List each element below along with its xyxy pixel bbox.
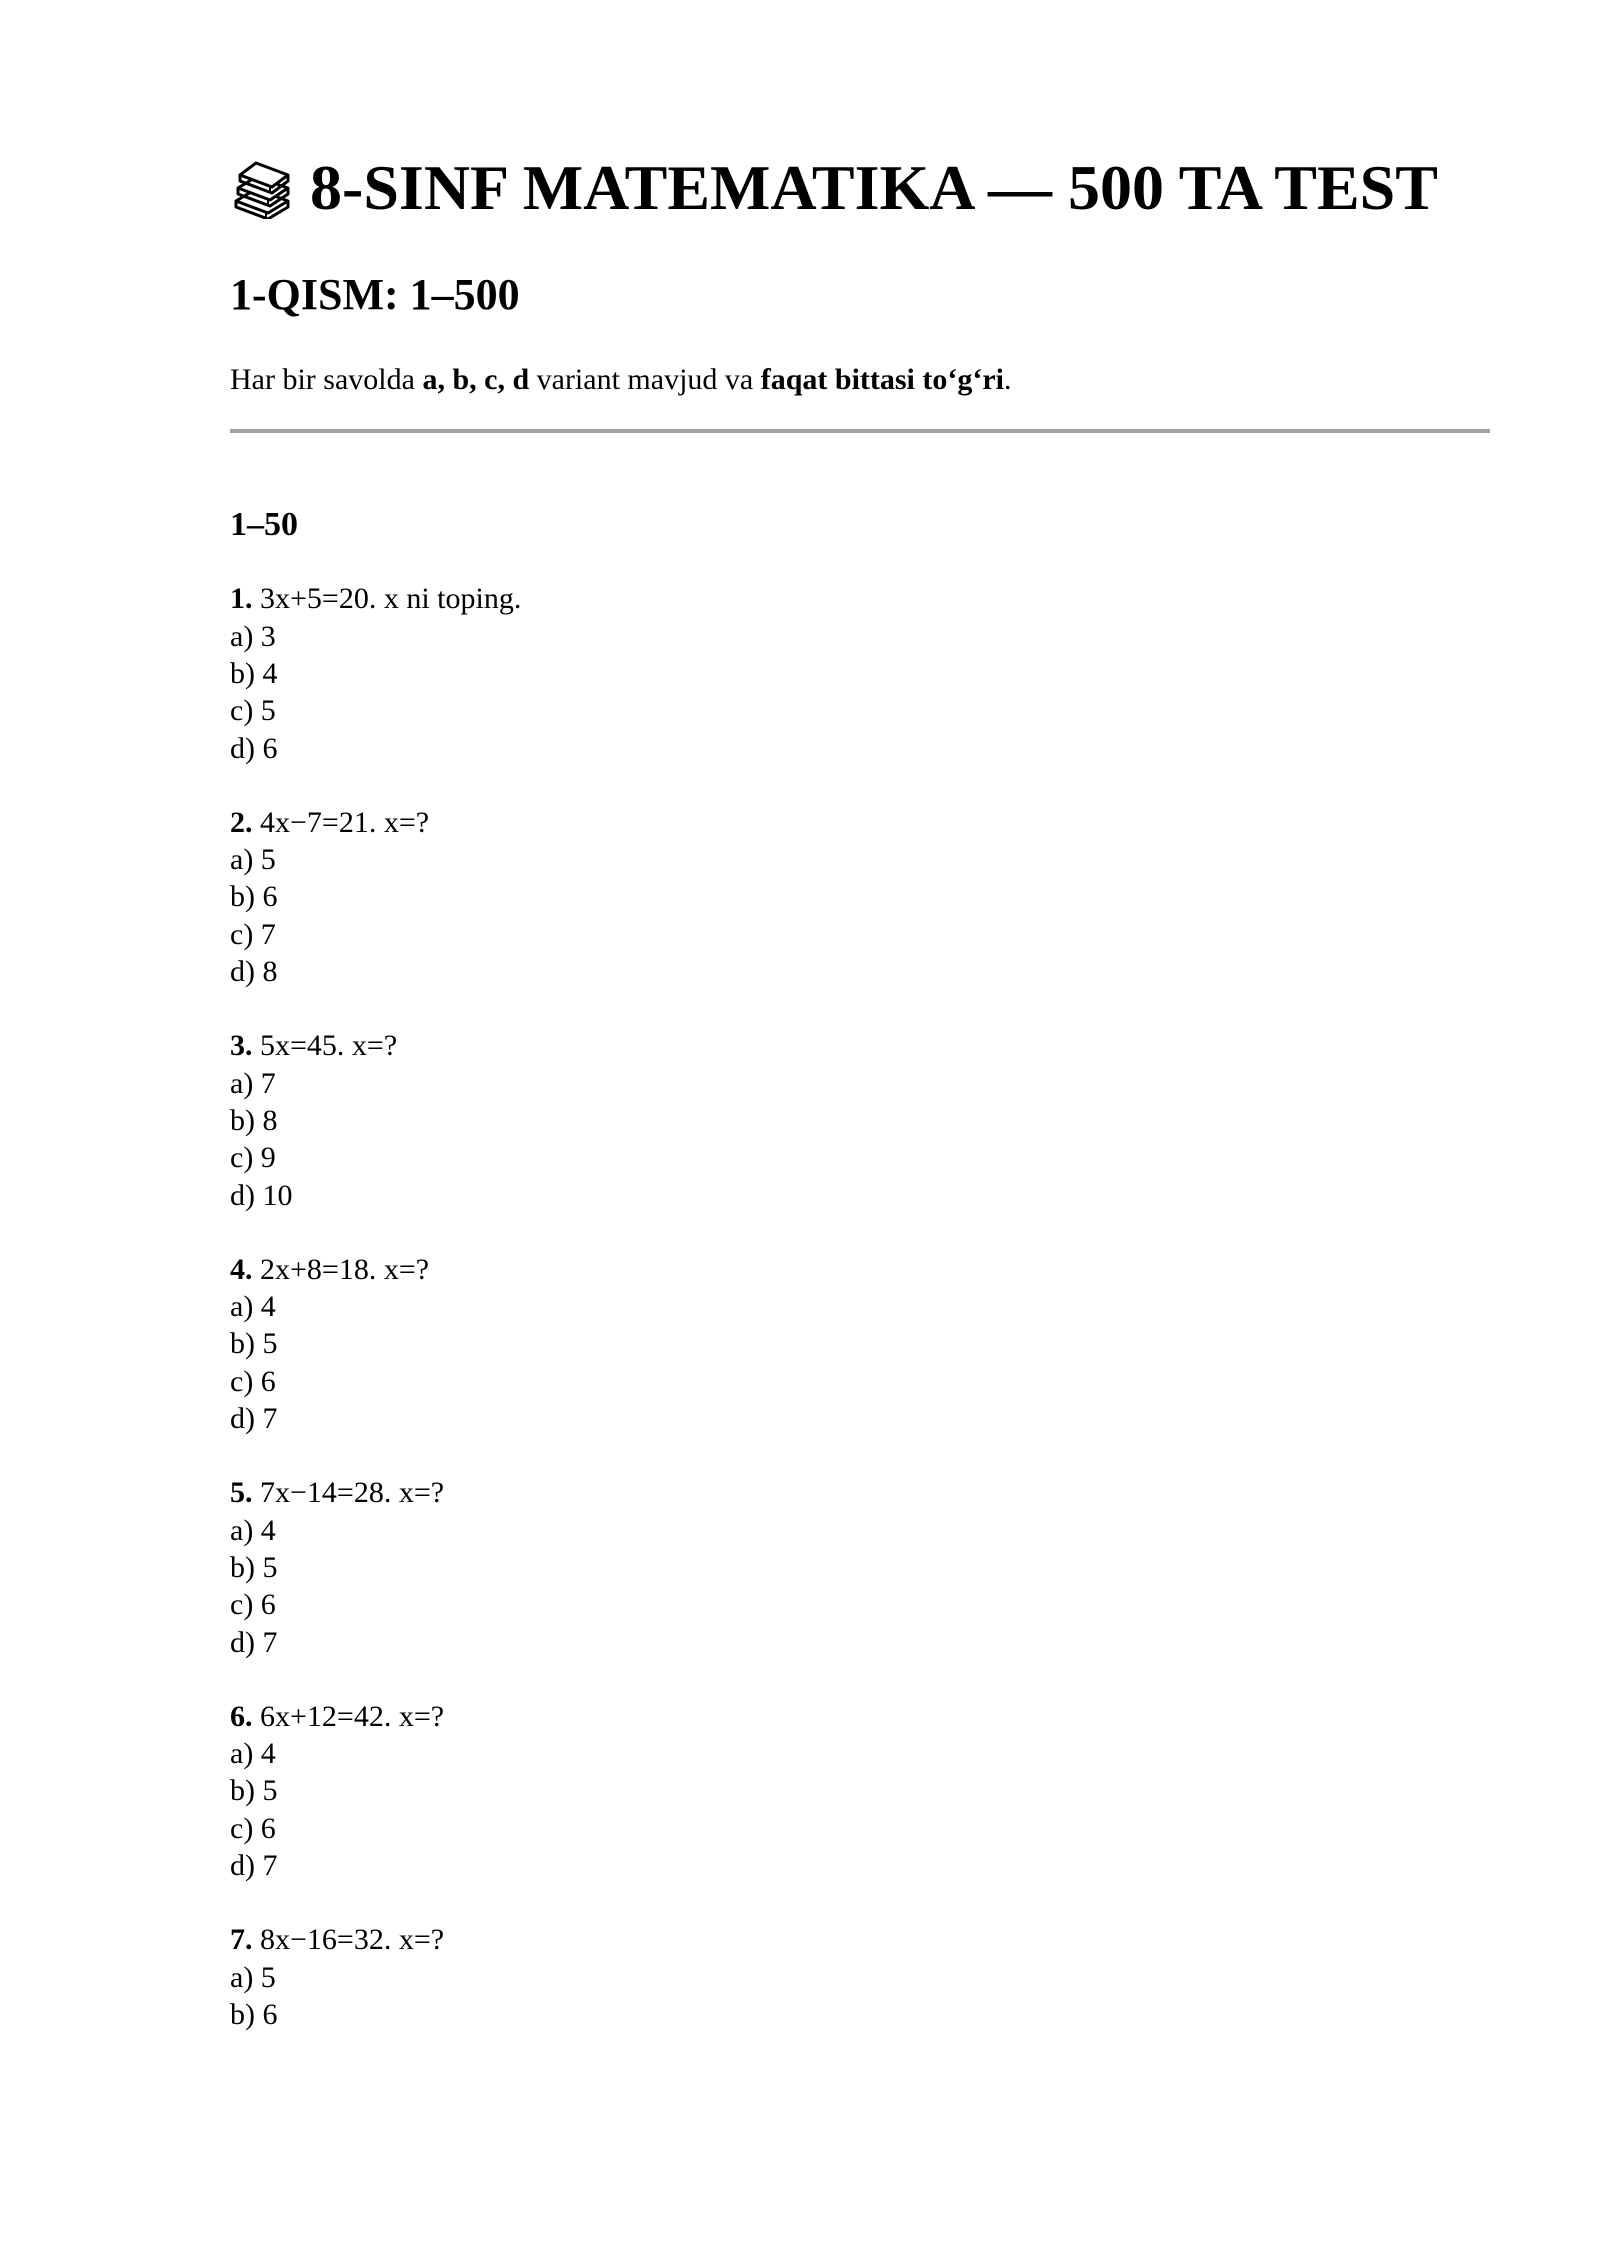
document-title	[230, 150, 1490, 227]
answer-option: d) 8	[230, 955, 278, 989]
question-item	[230, 1251, 1490, 1437]
answer-option: a) 3	[230, 619, 276, 653]
question-text	[230, 1698, 1490, 1735]
answer-option: a) 4	[230, 1737, 276, 1771]
answer-option: b) 5	[230, 1327, 278, 1361]
question-item	[230, 1698, 1490, 1884]
question-item	[230, 1027, 1490, 1213]
part-title: 1-QISM: 1–500	[230, 269, 520, 319]
answer-option: b) 6	[230, 1997, 278, 2031]
question-body: 4x−7=21. x=?	[252, 805, 430, 839]
question-text	[230, 580, 1490, 617]
range-title: 1–50	[230, 505, 298, 543]
question-body: 6x+12=42. x=?	[252, 1699, 445, 1733]
question-item	[230, 580, 1490, 766]
question-body: 3x+5=20. x ni toping.	[252, 582, 522, 616]
answer-option: c) 6	[230, 1364, 276, 1398]
intro-text	[230, 360, 1490, 399]
question-text	[230, 1251, 1490, 1288]
question-number: 3.	[230, 1029, 253, 1063]
answer-option: b) 5	[230, 1774, 278, 1808]
question-number: 2.	[230, 805, 253, 839]
answer-option: b) 8	[230, 1103, 278, 1137]
question-text	[230, 804, 1490, 841]
question-body: 2x+8=18. x=?	[252, 1252, 430, 1286]
question-number: 1.	[230, 582, 253, 616]
question-item	[230, 804, 1490, 990]
answer-option: c) 6	[230, 1811, 276, 1845]
answer-option: d) 10	[230, 1178, 293, 1212]
answer-option: a) 4	[230, 1290, 276, 1324]
answer-option: a) 5	[230, 1960, 276, 1994]
answer-option: d) 6	[230, 731, 278, 765]
question-number: 6.	[230, 1699, 253, 1733]
document-page	[230, 150, 1490, 2070]
answer-option: d) 7	[230, 1402, 278, 1436]
answer-option: d) 7	[230, 1849, 278, 1882]
question-body: 5x=45. x=?	[252, 1029, 398, 1063]
answer-option: d) 7	[230, 1625, 278, 1659]
answer-option: a) 5	[230, 843, 276, 877]
answer-option: c) 5	[230, 694, 276, 728]
intro-bold-variants: a, b, c, d	[422, 362, 530, 396]
question-body: 8x−16=32. x=?	[252, 1923, 445, 1957]
intro-text-3: .	[1004, 362, 1012, 396]
answer-option: c) 6	[230, 1588, 276, 1622]
answer-option: c) 7	[230, 917, 276, 951]
answer-option: a) 4	[230, 1513, 276, 1547]
intro-text-1: Har bir savolda	[230, 362, 423, 396]
intro-bold-correct: faqat bittasi to‘g‘ri	[760, 362, 1005, 396]
question-number: 7.	[230, 1923, 253, 1957]
question-body: 7x−14=28. x=?	[252, 1476, 445, 1510]
intro-text-2: variant mavjud va	[529, 362, 761, 396]
title-text: 8-SINF MATEMATIKA — 500 TA TEST	[310, 152, 1438, 223]
answer-option: b) 4	[230, 656, 278, 690]
horizontal-divider	[230, 429, 1490, 433]
question-text	[230, 1921, 1490, 1958]
question-text	[230, 1027, 1490, 1064]
question-item	[230, 1474, 1490, 1660]
answer-option: c) 9	[230, 1141, 276, 1175]
answer-option: b) 5	[230, 1550, 278, 1584]
answer-option: a) 7	[230, 1066, 276, 1100]
question-number: 5.	[230, 1476, 253, 1510]
books-icon	[230, 157, 292, 219]
answer-option: b) 6	[230, 880, 278, 914]
question-number: 4.	[230, 1252, 253, 1286]
question-item	[230, 1921, 1490, 2033]
question-list	[230, 580, 1490, 2033]
question-text	[230, 1474, 1490, 1511]
